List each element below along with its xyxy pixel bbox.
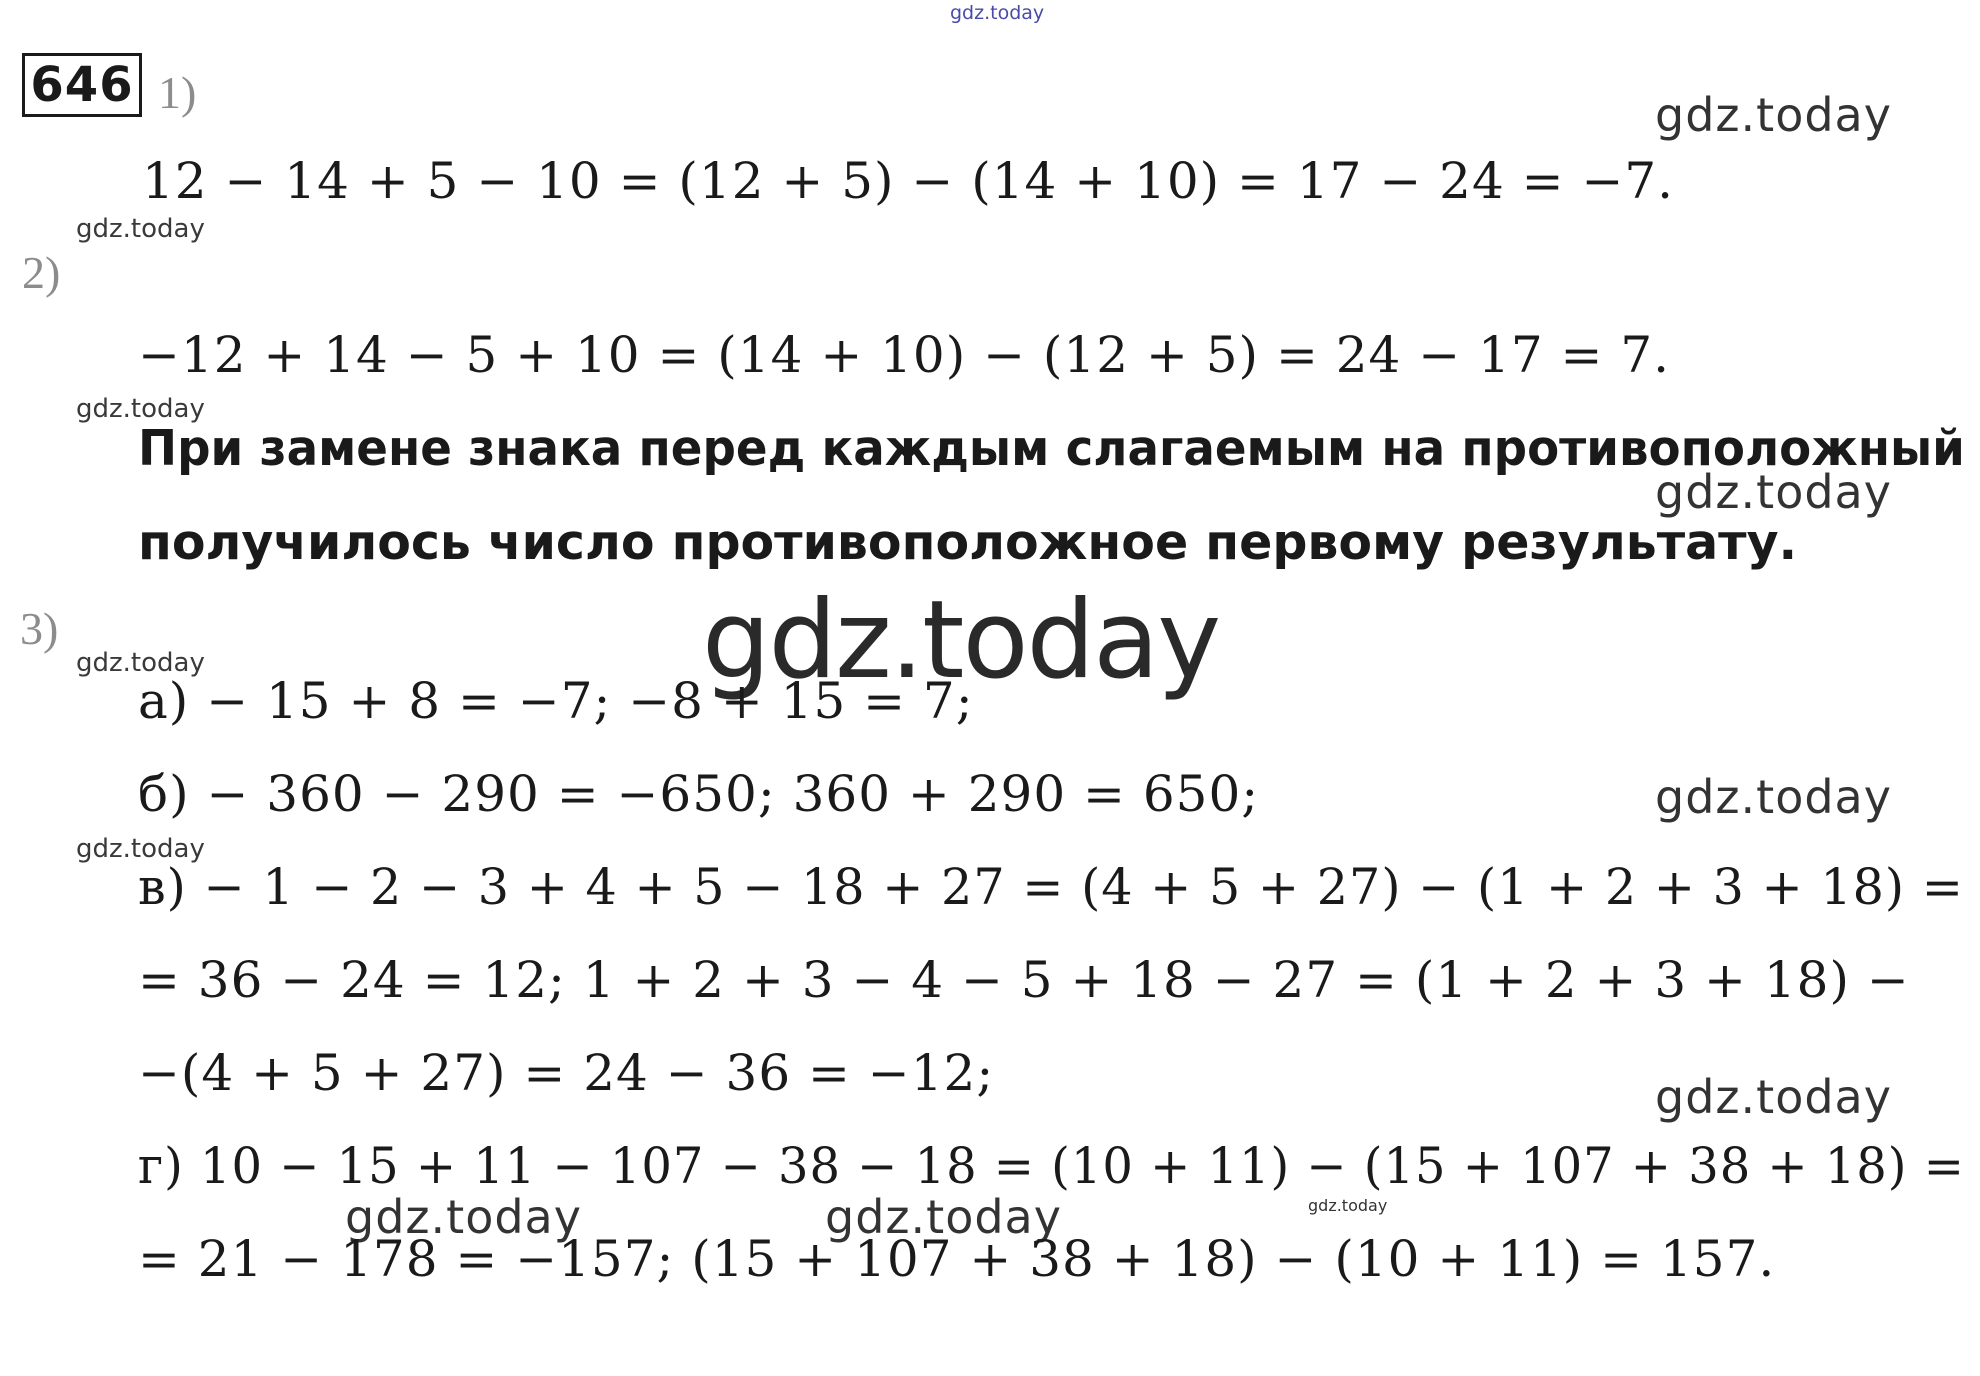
equation-part-2: −12 + 14 − 5 + 10 = (14 + 10) − (12 + 5) = 24 − 17 = 7.: [138, 326, 1671, 384]
watermark-bottom-2: gdz.today: [825, 1190, 1062, 1244]
watermark-right-2: gdz.today: [1655, 465, 1892, 519]
watermark-top: gdz.today: [950, 2, 1045, 24]
equation-part-1: 12 − 14 + 5 − 10 = (12 + 5) − (14 + 10) = 17 − 24 = −7.: [142, 152, 1675, 210]
equation-3a: а) − 15 + 8 = −7; −8 + 15 = 7;: [138, 672, 974, 730]
equation-3b: б) − 360 − 290 = −650; 360 + 290 = 650;: [138, 765, 1260, 823]
part-3-label: 3): [20, 603, 59, 654]
watermark-left-3: gdz.today: [76, 648, 205, 678]
watermark-left-4: gdz.today: [76, 834, 205, 864]
watermark-left-2: gdz.today: [76, 394, 205, 424]
equation-3v-line-3: −(4 + 5 + 27) = 24 − 36 = −12;: [138, 1044, 995, 1102]
watermark-bottom-1: gdz.today: [345, 1190, 582, 1244]
equation-3v-line-1: в) − 1 − 2 − 3 + 4 + 5 − 18 + 27 = (4 + 5 + 27) − (1 + 2 + 3 + 18) =: [138, 858, 1964, 916]
task-number: 646: [22, 53, 142, 117]
part-1-label: 1): [158, 67, 197, 118]
watermark-right-1: gdz.today: [1655, 88, 1892, 142]
watermark-bottom-tiny: gdz.today: [1308, 1196, 1388, 1215]
part-2-label: 2): [22, 247, 61, 298]
conclusion-line-1: При замене знака перед каждым слагаемым на противоположный: [138, 420, 1965, 477]
watermark-right-4: gdz.today: [1655, 1070, 1892, 1124]
equation-3g-line-1: г) 10 − 15 + 11 − 107 − 38 − 18 = (10 + 11) − (15 + 107 + 38 + 18) =: [138, 1137, 1965, 1195]
watermark-center-large: gdz.today: [702, 578, 1220, 703]
equation-3v-line-2: = 36 − 24 = 12; 1 + 2 + 3 − 4 − 5 + 18 − 27 = (1 + 2 + 3 + 18) −: [138, 951, 1910, 1009]
conclusion-line-2: получилось число противоположное первому результату.: [138, 514, 1798, 571]
watermark-left-1: gdz.today: [76, 214, 205, 244]
equation-3g-line-2: = 21 − 178 = −157; (15 + 107 + 38 + 18) − (10 + 11) = 157.: [138, 1230, 1776, 1288]
watermark-right-3: gdz.today: [1655, 770, 1892, 824]
